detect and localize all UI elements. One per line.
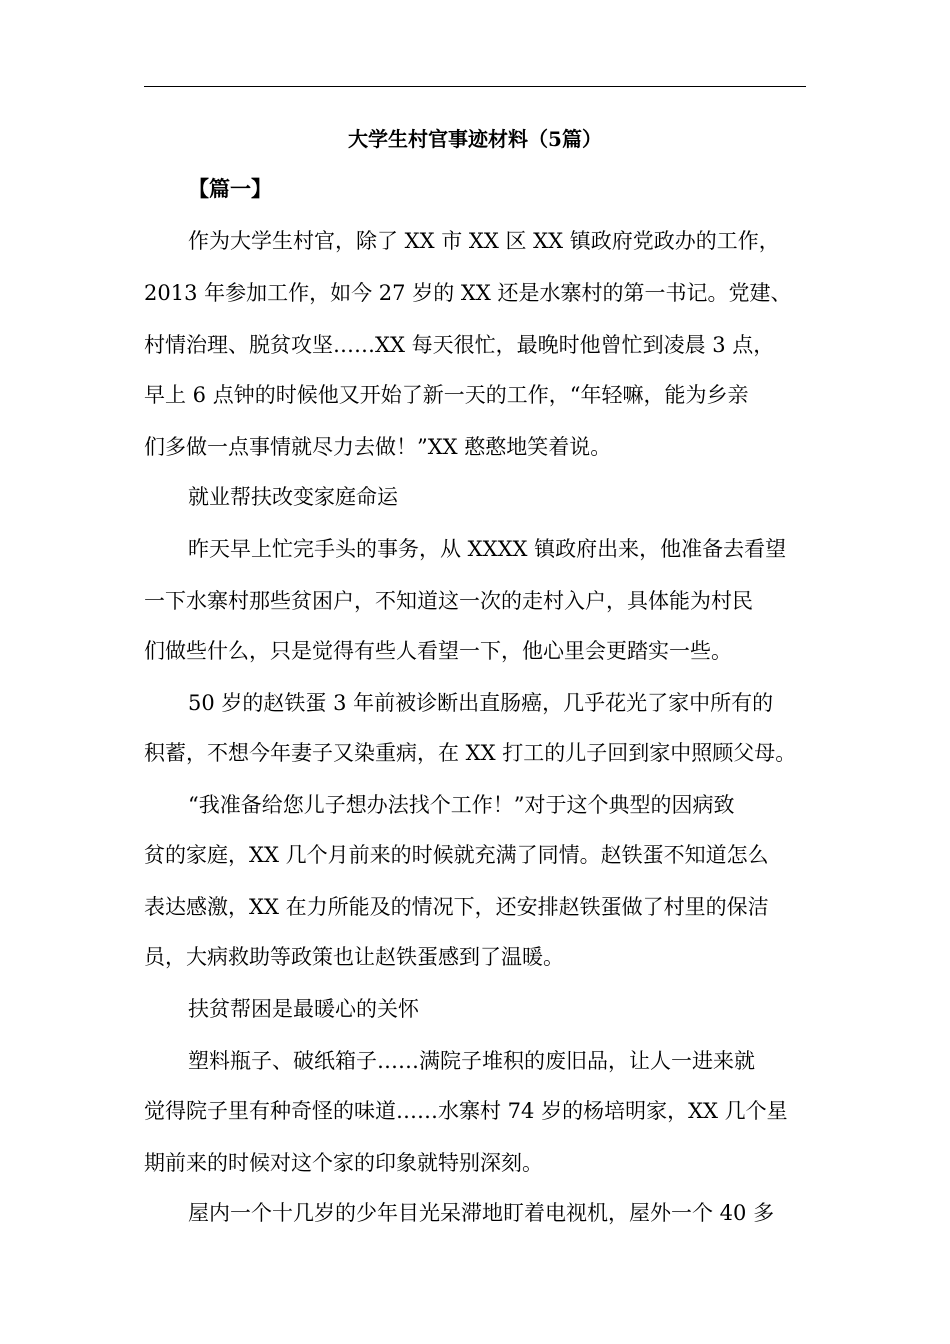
body-line: 贫的家庭，XX 几个月前来的时候就充满了同情。赵铁蛋不知道怎么: [144, 843, 769, 867]
body-line: 2013 年参加工作，如今 27 岁的 XX 还是水寨村的第一书记。党建、: [144, 281, 792, 305]
body-line: 表达感激，XX 在力所能及的情况下，还安排赵铁蛋做了村里的保洁: [144, 895, 769, 919]
subheading: 就业帮扶改变家庭命运: [188, 485, 398, 509]
document-title: 大学生村官事迹材料（5篇）: [348, 127, 602, 151]
subheading: 扶贫帮困是最暖心的关怀: [188, 997, 419, 1021]
body-line: 们多做一点事情就尽力去做！”XX 憨憨地笑着说。: [144, 435, 612, 459]
body-line: 屋内一个十几岁的少年目光呆滞地盯着电视机，屋外一个 40 多: [188, 1201, 775, 1225]
body-line: 觉得院子里有种奇怪的味道……水寨村 74 岁的杨培明家，XX 几个星: [144, 1099, 788, 1123]
body-line: 塑料瓶子、破纸箱子……满院子堆积的废旧品，让人一进来就: [188, 1049, 755, 1073]
body-line: 50 岁的赵铁蛋 3 年前被诊断出直肠癌，几乎花光了家中所有的: [188, 691, 774, 715]
section-heading: 【篇一】: [188, 176, 272, 201]
body-line: 员，大病救助等政策也让赵铁蛋感到了温暖。: [144, 945, 564, 969]
body-line: 一下水寨村那些贫困户，不知道这一次的走村入户，具体能为村民: [144, 589, 753, 613]
body-line: “我准备给您儿子想办法找个工作！”对于这个典型的因病致: [188, 793, 735, 817]
body-line: 积蓄，不想今年妻子又染重病，在 XX 打工的儿子回到家中照顾父母。: [144, 741, 797, 765]
body-line: 村情治理、脱贫攻坚……XX 每天很忙，最晚时他曾忙到凌晨 3 点，: [144, 333, 775, 357]
body-line: 早上 6 点钟的时候他又开始了新一天的工作，“年轻嘛，能为乡亲: [144, 383, 749, 407]
body-line: 们做些什么，只是觉得有些人看望一下，他心里会更踏实一些。: [144, 639, 732, 663]
body-line: 期前来的时候对这个家的印象就特别深刻。: [144, 1151, 543, 1175]
header-rule: [144, 86, 806, 87]
body-line: 作为大学生村官，除了 XX 市 XX 区 XX 镇政府党政办的工作，: [188, 229, 780, 253]
body-line: 昨天早上忙完手头的事务，从 XXXX 镇政府出来，他准备去看望: [188, 537, 787, 561]
